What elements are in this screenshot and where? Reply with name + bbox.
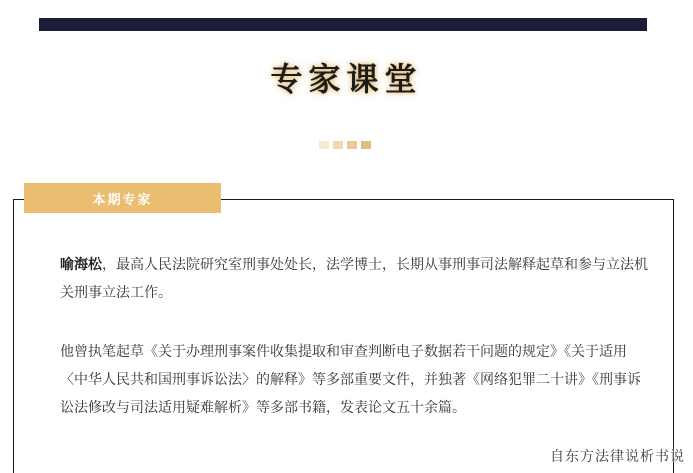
decor-dot xyxy=(319,141,329,149)
decor-dot xyxy=(333,141,343,149)
decor-dot xyxy=(347,141,357,149)
watermark: 自东方法律说析书说 xyxy=(550,449,685,465)
section-tab: 本期专家 xyxy=(24,183,221,213)
expert-works: 他曾执笔起草《关于办理刑事案件收集提取和审查判断电子数据若干问题的规定》《关于适用〈中华人民共和国刑事诉讼法〉的解释》等多部重要文件，并独著《网络犯罪二十讲》《刑事诉讼法修改与司法适用疑难解析》等多部书籍，发表论文五十余篇。 xyxy=(60,344,641,416)
top-decorative-bar xyxy=(39,18,647,31)
decor-dot xyxy=(361,141,371,149)
page-title: 专家课堂 xyxy=(270,60,423,98)
expert-bio xyxy=(60,251,650,307)
decorative-dots xyxy=(319,141,371,149)
expert-card xyxy=(13,199,674,473)
expert-bio-text: ，最高人民法院研究室刑事处处长，法学博士，长期从事刑事司法解释起草和参与立法机关刑事立法工作。 xyxy=(60,257,648,301)
expert-name: 喻海松 xyxy=(60,257,102,273)
